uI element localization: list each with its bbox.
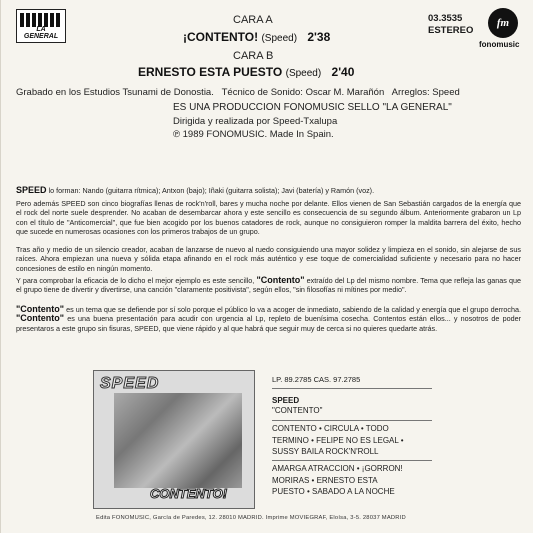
album-artist: SPEED (272, 396, 300, 405)
bio-p4-middle: es un tema que se defiende por sí solo porque el público lo va a acoger de inmediato, sabiendo de la calidad y energía que el grupo derrocha. (66, 305, 521, 314)
bio-p4-quote: "Contento" (16, 304, 65, 314)
bio-members (16, 186, 521, 195)
fonomusic-logo: fm (488, 8, 518, 38)
bio-p4-quote-2: "Contento" (16, 313, 65, 324)
lp-catalog: LP. 89.2785 CAS. 97.2785 (272, 375, 361, 384)
divider (272, 460, 432, 461)
bio-paragraph-4 (16, 305, 521, 333)
divider (272, 388, 432, 389)
bio-p4-end: es una buena presentación para acudir con urgencia al Lp, repleto de buenísima cosecha. Contentos están ellos... y nosotros de poder presentaros a este grupo sin fisuras, SPEED, que viene rápido y al que habrá que seguir muy de cerca si no quieres quedarte atrás. (16, 314, 522, 333)
la-general-logo (16, 9, 66, 43)
stereo-label: ESTEREO (428, 25, 474, 36)
side-a-time: 2'38 (307, 30, 331, 44)
production-line-1: ES UNA PRODUCCION FONOMUSIC SELLO "LA GENERAL" (173, 102, 452, 113)
track-line: MORIRAS • ERNESTO ESTA (272, 475, 378, 485)
side-a-song (183, 30, 330, 44)
production-line-3: ℗ 1989 FONOMUSIC. Made In Spain. (173, 129, 334, 140)
bio-paragraph-2: Tras año y medio de un silencio creador, acaban de lanzarse de nuevo al ruedo consiguiendo una mayor solidez y limpieza en el sonido, sin alejarse de sus raíces. Ahora empiezan una nueva y sólida etapa afinando en el rock más auténtico y ese toque de comercialidad suficiente y necesario para no hacer concesiones de estilo en ningún momento. (16, 245, 521, 273)
track-line: TERMINO • FELIPE NO ES LEGAL • (272, 435, 404, 445)
track-line: PUESTO • SABADO A LA NOCHE (272, 487, 395, 496)
album-title: "CONTENTO" (272, 406, 323, 415)
album-cover-thumbnail (93, 370, 255, 509)
production-line-2: Dirigida y realizada por Speed-Txalupa (173, 116, 338, 127)
album-side-1-tracks (272, 423, 437, 458)
side-b-title: ERNESTO ESTA PUESTO (138, 65, 283, 79)
side-a-credit: (Speed) (261, 33, 298, 44)
track-line: AMARGA ATRACCION • ¡GORRON! (272, 464, 403, 473)
bio-p3-end: extraído del Lp del mismo nombre. Tema que refleja las ganas que el grupo tiene de divertir y divertirse, una canción "claramente positivista", según ellos, "sin filosofías ni mítines por medio". (16, 276, 522, 295)
studio-credit: Grabado en los Estudios Tsunami de Donostia. (16, 87, 214, 98)
side-b-time: 2'40 (331, 65, 355, 79)
cover-band-name: SPEED (100, 375, 160, 392)
bio-paragraph-1: Pero además SPEED son cinco biografías llenas de rock'n'roll, bares y mucha noche por delante. Ellos vienen de San Sebastián cargados de la energía que el rock del norte suele desprender. No acaban de desembarcar ahora y este sencillo es consecuencia de su segundo álbum. Anteriormente grabaron un Lp con el título de "Anticomercial", que fue bien acogido por los buenos catadores de rock, aunque no consiguieron romper la maldita barrera del éxito, hecho que sucede en numerosas ocasiones con los primeros trabajos de un grupo. (16, 199, 521, 236)
catalog-number: 03.3535 (428, 13, 463, 24)
fonomusic-name: fonomusic (479, 40, 520, 49)
publisher-footer: Edita FONOMUSIC, García de Paredes, 12. 28010 MADRID. Imprime MOVIEGRAF, Eloísa, 3-5. 28037 MADRID (96, 515, 406, 521)
factory-icon (20, 13, 62, 27)
track-line: SUSSY BAILA ROCK'N'ROLL (272, 447, 379, 456)
cover-artwork (114, 393, 242, 488)
bio-band-name: SPEED (16, 185, 47, 195)
divider (272, 420, 432, 421)
engineer-credit: Técnico de Sonido: Oscar M. Marañón (221, 87, 385, 98)
bio-paragraph-3 (16, 276, 521, 295)
album-side-2-tracks (272, 463, 437, 498)
recording-credits (16, 87, 460, 98)
side-b-label: CARA B (233, 50, 274, 62)
label-logo-text: LA GENERAL (23, 26, 59, 40)
bio-p3-start: Y para comprobar la eficacia de lo dicho el mejor ejemplo es este sencillo, (16, 276, 255, 285)
arrangement-credit: Arreglos: Speed (391, 87, 460, 98)
side-a-title: ¡CONTENTO! (183, 30, 259, 44)
side-b-song (138, 65, 354, 79)
bio-p3-quote: "Contento" (256, 275, 305, 285)
cover-title: CONTENTO! (150, 486, 228, 501)
catalog-info (428, 13, 473, 37)
bio-members-text: lo forman: Nando (guitarra rítmica); Antxon (bajo); Iñaki (guitarra solista); Javi (batería) y Ramón (voz). (48, 186, 375, 195)
side-b-credit: (Speed) (285, 68, 322, 79)
side-a-label: CARA A (233, 14, 273, 26)
track-line: CONTENTO • CIRCULA • TODO (272, 424, 389, 433)
